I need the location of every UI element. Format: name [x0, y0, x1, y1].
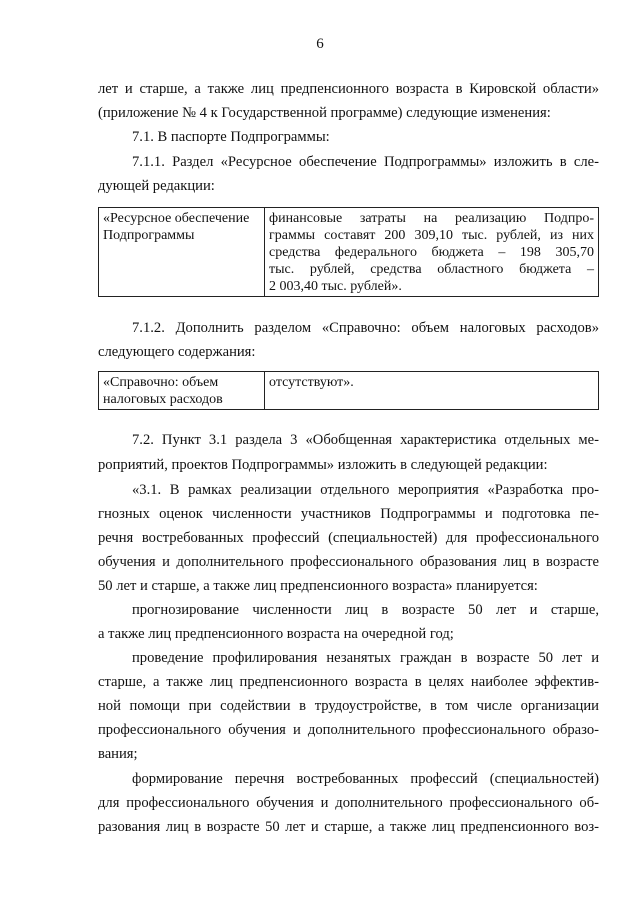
text-line: вания;: [98, 746, 138, 762]
resource-table-label: [99, 208, 265, 297]
text-line: речня востребованных профессий (специальностей) для профессионального: [98, 530, 599, 546]
resource-table-value: [265, 208, 599, 297]
text-line: дующей редакции:: [98, 178, 215, 194]
tax-expense-table-label: [99, 372, 265, 410]
tax-expense-table: [98, 371, 599, 410]
text-line: для профессионального обучения и дополнительного профессионального об-: [98, 795, 599, 811]
text-line: обучения и дополнительного профессионального образования лиц в возрасте: [98, 554, 599, 570]
text-line: 7.1.2. Дополнить разделом «Справочно: объем налоговых расходов»: [132, 320, 599, 336]
cell-text: 2 003,40 тыс. рублей».: [269, 279, 402, 294]
text-line: гнозных оценок численности участников Подпрограммы и подготовка пе-: [98, 506, 599, 522]
text-line: следующего содержания:: [98, 344, 256, 360]
cell-text: Подпрограммы: [103, 228, 195, 243]
text-line: формирование перечня востребованных профессий (специальностей): [132, 771, 599, 787]
text-line: а также лиц предпенсионного возраста на очередной год;: [98, 626, 454, 642]
cell-text: граммы составят 200 309,10 тыс. рублей, из них: [269, 228, 594, 243]
cell-text: «Справочно: объем: [103, 375, 219, 390]
cell-text: тыс. рублей, средства областного бюджета –: [269, 262, 594, 277]
text-line: (приложение № 4 к Государственной программе) следующие изменения:: [98, 105, 551, 121]
text-line: прогнозирование численности лиц в возрасте 50 лет и старше,: [132, 602, 599, 618]
text-line: лет и старше, а также лиц предпенсионного возраста в Кировской области»: [98, 81, 599, 97]
text-line: роприятий, проектов Подпрограммы» изложить в следующей редакции:: [98, 457, 548, 473]
tax-expense-table-value: [265, 372, 599, 410]
text-line: 7.2. Пункт 3.1 раздела 3 «Обобщенная характеристика отдельных ме-: [132, 432, 599, 448]
cell-text: налоговых расходов: [103, 392, 223, 407]
text-line: 7.1.1. Раздел «Ресурсное обеспечение Подпрограммы» изложить в сле-: [132, 154, 599, 170]
text-line: ной помощи при содействии в трудоустройстве, в том числе организации: [98, 698, 599, 714]
cell-text: «Ресурсное обеспечение: [103, 211, 250, 226]
cell-text: средства федерального бюджета – 198 305,70: [269, 245, 594, 260]
text-line: «3.1. В рамках реализации отдельного мероприятия «Разработка про-: [132, 482, 599, 498]
text-line: 50 лет и старше, а также лиц предпенсионного возраста» планируется:: [98, 578, 538, 594]
cell-text: финансовые затраты на реализацию Подпро-: [269, 211, 594, 226]
text-line: 7.1. В паспорте Подпрограммы:: [132, 129, 330, 145]
text-line: разования лиц в возрасте 50 лет и старше, а также лиц предпенсионного воз-: [98, 819, 599, 835]
text-line: старше, а также лиц предпенсионного возраста в целях наиболее эффектив-: [98, 674, 599, 690]
cell-text: отсутствуют».: [269, 375, 354, 390]
resource-table: [98, 207, 599, 297]
text-line: проведение профилирования незанятых граждан в возрасте 50 лет и: [132, 650, 599, 666]
text-line: профессионального обучения и дополнительного профессионального образо-: [98, 722, 599, 738]
page-number: 6: [316, 36, 324, 52]
